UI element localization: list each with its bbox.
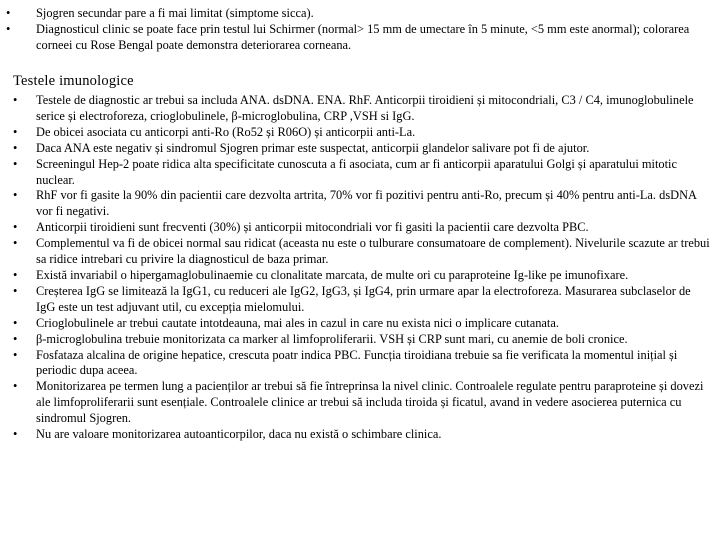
list-item (0, 21, 712, 53)
bullet-icon: • (13, 93, 18, 107)
list-item (0, 268, 712, 284)
list-item (0, 5, 712, 21)
list-item (0, 157, 712, 189)
list-item-text: Nu are valoare monitorizarea autoanticorpilor, daca nu există o schimbare clinica. (36, 427, 442, 442)
bullet-icon: • (13, 140, 18, 155)
bullet-icon: • (13, 347, 18, 362)
bullet-icon: • (6, 6, 11, 20)
bullet-icon: • (13, 315, 18, 330)
bullet-icon: • (13, 236, 18, 251)
list-item (0, 93, 712, 125)
list-item (0, 220, 712, 236)
bullet-icon: • (13, 267, 18, 282)
main-bullet-list (0, 93, 712, 443)
bullet-icon: • (13, 188, 18, 203)
section-heading: Testele imunologice (13, 73, 134, 89)
list-item-text: RhF vor fi gasite la 90% din pacientii care dezvolta artrita, 70% vor fi pozitivi pentru anti-Ro, precum și 40% pentru anti-La. dsDNA vor fi negativi. (36, 188, 697, 219)
list-item (0, 188, 712, 220)
list-item-text: De obicei asociata cu anticorpi anti-Ro (Ro52 și R06O) și anticorpii anti-La. (36, 124, 416, 139)
list-item-text: Monitorizarea pe termen lung a pacienților ar trebui să fie întreprinsa la nivel clinic. Controalele regulate pentru paraproteine și dovezi ale limfoproliferarii sunt esențiale. Controalele clinice ar trebui să includa tiroida și ficatul, avand in vedere asocierea puternica cu sindromul Sjogren. (36, 379, 704, 426)
list-item (0, 141, 712, 157)
list-item-text: Creșterea IgG se limitează la IgG1, cu reduceri ale IgG2, IgG3, și IgG4, prin urmare apar la electroforeza. Masurarea subclaselor de IgG este un test adjuvant util, cu excepția mielomului. (36, 283, 691, 314)
list-item (0, 284, 712, 316)
list-item (0, 236, 712, 268)
list-item (0, 379, 712, 427)
list-item (0, 348, 712, 380)
list-item-text: Sjogren secundar pare a fi mai limitat (simptome sicca). (36, 6, 314, 20)
bullet-icon: • (13, 124, 18, 139)
list-item-text: Complementul va fi de obicei normal sau ridicat (aceasta nu este o tulburare consumatoare de complement). Nivelurile scazute ar trebui sa ridice intrebari cu privire la diagnosticul de baza primar. (36, 236, 710, 267)
list-item-text: Fosfataza alcalina de origine hepatice, crescuta poatr indica PBC. Funcția tiroidiana trebuie sa fie verificata la momentul inițial și periodic dupa aceea. (36, 347, 678, 378)
bullet-icon: • (13, 427, 18, 442)
list-item-text: Testele de diagnostic ar trebui sa includa ANA. dsDNA. ENA. RhF. Anticorpii tiroidieni și mitocondriali, C3 / C4, imunoglobulinele serice și electroforeza, crioglobulinele, β-microglobulina, CRP ,VSH si IgG. (36, 93, 694, 123)
list-item-text: Screeningul Hep-2 poate ridica alta specificitate cunoscuta a fi asociata, cum ar fi anticorpii aparatului Golgi și aparatului mitotic nuclear. (36, 156, 677, 187)
bullet-icon: • (13, 331, 18, 346)
bullet-icon: • (13, 379, 18, 394)
bullet-icon: • (13, 220, 18, 235)
list-item (0, 332, 712, 348)
top-bullet-list (0, 5, 712, 53)
list-item-text: Crioglobulinele ar trebui cautate intotdeauna, mai ales in cazul in care nu exista nici o implicare cutanata. (36, 315, 559, 330)
list-item (0, 427, 712, 443)
bullet-icon: • (13, 156, 18, 171)
list-item-text: Anticorpii tiroidieni sunt frecventi (30%) și anticorpii mitocondriali vor fi gasiti la pacientii care dezvolta PBC. (36, 220, 589, 235)
bullet-icon: • (13, 283, 18, 298)
list-item (0, 316, 712, 332)
list-item-text: β-microglobulina trebuie monitorizata ca marker al limfoproliferarii. VSH și CRP sunt mari, cu anemie de boli cronice. (36, 331, 628, 346)
list-item-text: Diagnosticul clinic se poate face prin testul lui Schirmer (normal> 15 mm de umectare în 5 minute, <5 mm este anormal); colorarea corneei cu Rose Bengal poate demonstra deteriorarea corneana. (36, 22, 690, 52)
list-item-text: Există invariabil o hipergamaglobulinaemie cu clonalitate marcata, de multe ori cu paraproteine Ig-like pe imunofixare. (36, 267, 629, 282)
list-item-text: Daca ANA este negativ și sindromul Sjogren primar este suspectat, anticorpii glandelor salivare pot fi de ajutor. (36, 140, 590, 155)
list-item (0, 125, 712, 141)
bullet-icon: • (6, 22, 11, 36)
